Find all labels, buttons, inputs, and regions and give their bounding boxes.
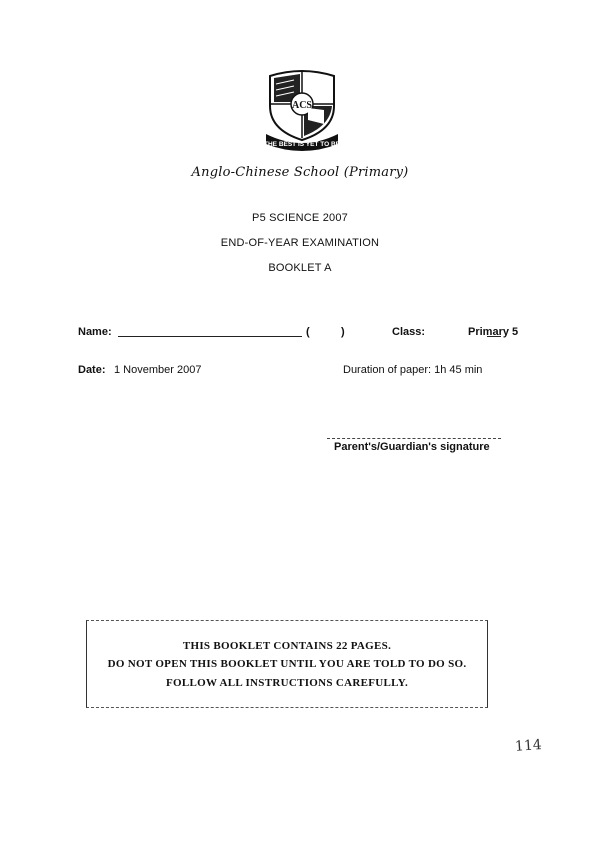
school-name: Anglo-Chinese School (Primary) bbox=[191, 165, 409, 180]
handwritten-page-mark: 114 bbox=[514, 737, 543, 755]
exam-title: END-OF-YEAR EXAMINATION bbox=[220, 237, 380, 249]
instruction-do-not-open: DO NOT OPEN THIS BOOKLET UNTIL YOU ARE TOLD TO DO SO. bbox=[107, 658, 467, 670]
exam-subject: P5 SCIENCE 2007 bbox=[252, 212, 348, 224]
booklet-label: BOOKLET A bbox=[268, 262, 332, 274]
date-label: Date: bbox=[78, 364, 106, 376]
name-label: Name: bbox=[78, 326, 112, 338]
duration-label: Duration of paper: 1h 45 min bbox=[343, 364, 483, 376]
instruction-pages: THIS BOOKLET CONTAINS 22 PAGES. bbox=[182, 640, 392, 652]
register-number-open-paren: ( bbox=[306, 326, 310, 338]
register-number-close-paren: ) bbox=[341, 326, 345, 338]
svg-text:THE BEST IS YET TO BE: THE BEST IS YET TO BE bbox=[264, 141, 340, 148]
instruction-follow: FOLLOW ALL INSTRUCTIONS CAREFULLY. bbox=[165, 677, 409, 689]
signature-line[interactable] bbox=[327, 438, 501, 439]
svg-text:ACS: ACS bbox=[291, 100, 313, 111]
date-value: 1 November 2007 bbox=[114, 364, 202, 376]
name-input-line[interactable] bbox=[118, 336, 302, 337]
class-label: Class: bbox=[392, 326, 426, 338]
class-value: Primary 5 bbox=[468, 326, 519, 338]
class-input-line[interactable] bbox=[487, 336, 501, 337]
signature-label: Parent's/Guardian's signature bbox=[334, 441, 490, 453]
school-crest-logo bbox=[264, 66, 340, 152]
